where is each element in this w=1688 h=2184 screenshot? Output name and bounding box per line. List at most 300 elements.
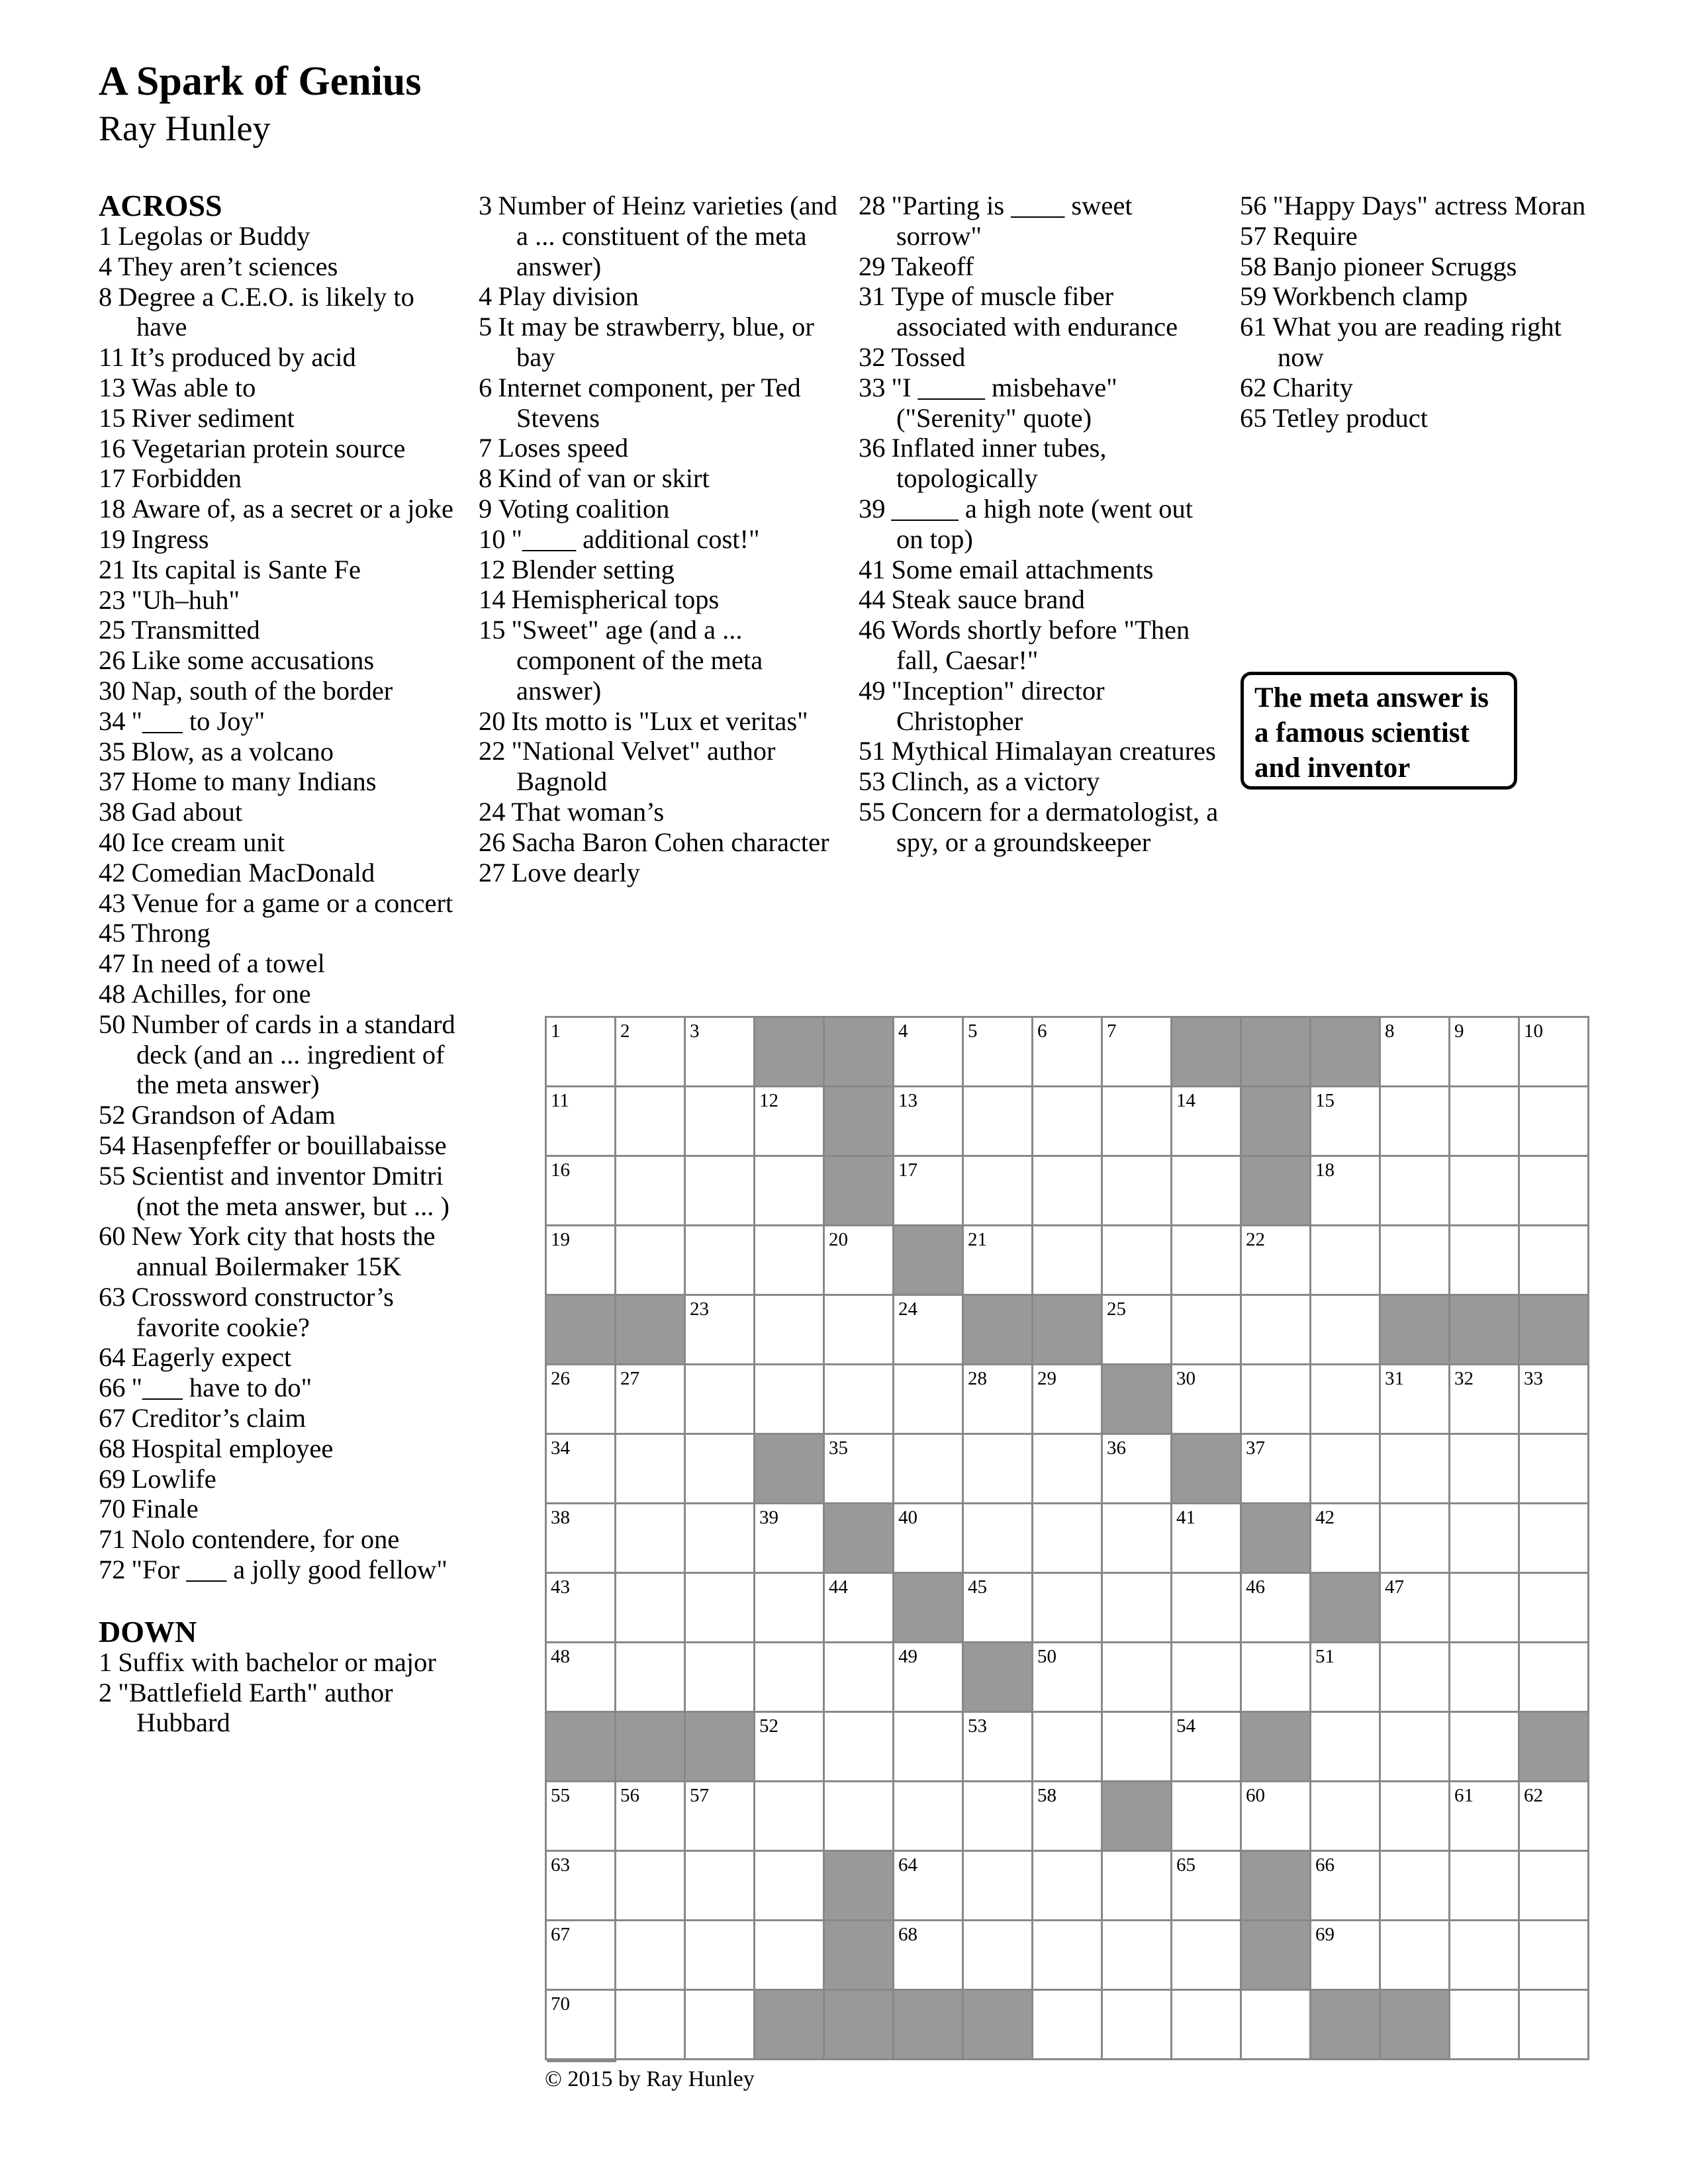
grid-cell[interactable] <box>1450 1921 1520 1991</box>
grid-cell[interactable] <box>1103 1643 1172 1713</box>
cell-number: 10 <box>1524 1021 1543 1042</box>
grid-cell[interactable] <box>1450 1643 1520 1713</box>
grid-cell[interactable] <box>755 1157 825 1226</box>
down-clue <box>1240 251 1611 282</box>
grid-cell[interactable] <box>964 1504 1033 1574</box>
down-clue <box>479 433 843 463</box>
grid-cell[interactable] <box>1520 1504 1589 1574</box>
across-clue-text: Grandson of Adam <box>131 1100 336 1130</box>
across-clue <box>99 1494 456 1524</box>
cell-number: 22 <box>1246 1229 1265 1250</box>
down-clue <box>859 251 1219 282</box>
grid-cell[interactable] <box>1033 1226 1103 1296</box>
grid-block <box>755 1435 825 1504</box>
across-clue-text: Vegetarian protein source <box>131 433 406 463</box>
grid-cell[interactable] <box>755 1921 825 1991</box>
grid-cell[interactable] <box>616 1226 686 1296</box>
grid-cell[interactable] <box>1172 1296 1242 1365</box>
cell-number: 68 <box>898 1924 917 1945</box>
down-clue-text: Banjo pioneer Scruggs <box>1272 251 1517 281</box>
across-clue-number: 45 <box>99 918 126 948</box>
grid-cell[interactable] <box>964 1365 1033 1435</box>
grid-cell[interactable] <box>1520 1643 1589 1713</box>
grid-block <box>825 1504 894 1574</box>
grid-cell[interactable] <box>547 2060 616 2062</box>
grid-cell[interactable] <box>1242 1365 1311 1435</box>
grid-cell[interactable] <box>894 1157 964 1226</box>
grid-cell[interactable] <box>686 1643 755 1713</box>
grid-cell[interactable] <box>1172 1365 1242 1435</box>
grid-cell[interactable] <box>964 1574 1033 1643</box>
grid-cell[interactable] <box>1103 1226 1172 1296</box>
grid-cell[interactable] <box>616 1921 686 1991</box>
across-clue <box>99 251 456 282</box>
grid-cell[interactable] <box>1311 1782 1381 1852</box>
grid-cell[interactable] <box>1311 1226 1381 1296</box>
across-clue <box>99 615 456 645</box>
grid-cell[interactable] <box>1242 1435 1311 1504</box>
grid-cell[interactable] <box>894 1643 964 1713</box>
grid-cell[interactable] <box>1311 1713 1381 1782</box>
grid-cell[interactable] <box>1172 1991 1242 2060</box>
grid-cell[interactable] <box>1172 1921 1242 1991</box>
cell-number: 50 <box>1037 1646 1056 1667</box>
down-clue-text: Charity <box>1272 372 1353 402</box>
cell-number: 16 <box>551 1160 570 1181</box>
across-clue <box>99 403 456 433</box>
across-clue <box>99 918 456 948</box>
grid-block <box>964 1643 1033 1713</box>
grid-cell[interactable] <box>894 1504 964 1574</box>
grid-cell[interactable] <box>616 1574 686 1643</box>
down-clue <box>99 1678 456 1739</box>
across-clue-text: Legolas or Buddy <box>118 221 310 251</box>
grid-cell[interactable] <box>616 1852 686 1921</box>
grid-cell[interactable] <box>1450 1782 1520 1852</box>
grid-cell[interactable] <box>1520 1574 1589 1643</box>
cell-number: 36 <box>1107 1437 1126 1459</box>
grid-cell[interactable] <box>755 1643 825 1713</box>
across-clue-number: 60 <box>99 1221 126 1251</box>
down-clue <box>859 373 1219 433</box>
down-clue-number: 8 <box>479 463 492 494</box>
grid-cell[interactable] <box>825 1226 894 1296</box>
grid-cell[interactable] <box>686 1574 755 1643</box>
grid-cell[interactable] <box>1520 1921 1589 1991</box>
grid-cell[interactable] <box>616 1365 686 1435</box>
grid-block <box>547 1296 616 1365</box>
across-clue <box>99 979 456 1009</box>
across-clue <box>99 1464 456 1494</box>
grid-cell[interactable] <box>1103 1991 1172 2060</box>
grid-cell[interactable] <box>547 1921 616 1991</box>
grid-block <box>616 1296 686 1365</box>
grid-cell[interactable] <box>1172 1782 1242 1852</box>
across-clue-number: 67 <box>99 1403 126 1433</box>
cell-number: 19 <box>551 1229 570 1250</box>
grid-cell[interactable] <box>1103 1296 1172 1365</box>
grid-cell[interactable] <box>825 1574 894 1643</box>
across-clue-number: 16 <box>99 433 126 463</box>
grid-cell[interactable] <box>1520 1018 1589 1087</box>
grid-cell[interactable] <box>1033 1157 1103 1226</box>
grid-cell[interactable] <box>1103 1574 1172 1643</box>
grid-cell[interactable] <box>547 1574 616 1643</box>
grid-cell[interactable] <box>1033 1018 1103 1087</box>
grid-cell[interactable] <box>1033 1643 1103 1713</box>
cell-number: 58 <box>1037 1785 1056 1806</box>
down-clue-number: 39 <box>859 493 886 523</box>
down-clue-number: 20 <box>479 705 506 736</box>
across-clue-text: Ice cream unit <box>131 827 285 857</box>
across-clue-text: Was able to <box>131 372 256 402</box>
grid-cell[interactable] <box>547 1157 616 1226</box>
grid-cell[interactable] <box>616 1991 686 2060</box>
down-clue-number: 51 <box>859 736 886 766</box>
down-clue-number: 10 <box>479 523 506 554</box>
down-clue <box>479 524 843 555</box>
grid-cell[interactable] <box>1450 1574 1520 1643</box>
grid-cell[interactable] <box>686 1782 755 1852</box>
across-clue-number: 35 <box>99 736 126 766</box>
grid-cell[interactable] <box>755 1713 825 1782</box>
across-clue-number: 71 <box>99 1524 126 1555</box>
grid-cell[interactable] <box>894 1087 964 1157</box>
grid-cell[interactable] <box>1242 1296 1311 1365</box>
across-clue-text: Throng <box>131 918 211 948</box>
grid-cell[interactable] <box>894 1296 964 1365</box>
down-clue-text: Voting coalition <box>498 493 670 523</box>
grid-cell[interactable] <box>894 1921 964 1991</box>
grid-cell[interactable] <box>1381 1504 1450 1574</box>
cell-number: 28 <box>968 1368 987 1389</box>
grid-cell[interactable] <box>894 1713 964 1782</box>
grid-cell[interactable] <box>1520 1782 1589 1852</box>
grid-cell[interactable] <box>547 1435 616 1504</box>
across-clue-text: Hospital employee <box>131 1433 334 1463</box>
grid-cell[interactable] <box>1311 1504 1381 1574</box>
down-clue-number: 5 <box>479 312 492 342</box>
grid-cell[interactable] <box>964 1435 1033 1504</box>
grid-cell[interactable] <box>1103 1921 1172 1991</box>
grid-cell[interactable] <box>1520 1852 1589 1921</box>
grid-cell[interactable] <box>1520 1087 1589 1157</box>
across-clue-text: Lowlife <box>131 1463 216 1494</box>
grid-cell[interactable] <box>1033 1435 1103 1504</box>
grid-cell[interactable] <box>686 1991 755 2060</box>
grid-cell[interactable] <box>686 1921 755 1991</box>
down-clue <box>479 555 843 585</box>
across-clue-text: Achilles, for one <box>131 978 311 1009</box>
grid-cell[interactable] <box>686 1435 755 1504</box>
grid-cell[interactable] <box>1450 1852 1520 1921</box>
grid-cell[interactable] <box>964 1018 1033 1087</box>
grid-cell[interactable] <box>1381 1157 1450 1226</box>
down-clue-number: 36 <box>859 433 886 463</box>
grid-cell[interactable] <box>1103 1435 1172 1504</box>
grid-cell[interactable] <box>964 1782 1033 1852</box>
across-clue <box>99 1342 456 1373</box>
grid-cell[interactable] <box>964 1921 1033 1991</box>
grid-cell[interactable] <box>1033 1991 1103 2060</box>
grid-cell[interactable] <box>1103 1504 1172 1574</box>
grid-cell[interactable] <box>755 1852 825 1921</box>
grid-cell[interactable] <box>1033 1921 1103 1991</box>
grid-cell[interactable] <box>547 1087 616 1157</box>
cell-number: 11 <box>551 1090 569 1111</box>
grid-block <box>1033 1296 1103 1365</box>
grid-cell[interactable] <box>547 1226 616 1296</box>
grid-cell[interactable] <box>1450 1435 1520 1504</box>
down-clue-number: 59 <box>1240 281 1267 312</box>
grid-cell[interactable] <box>964 1226 1033 1296</box>
grid-cell[interactable] <box>1450 1713 1520 1782</box>
grid-cell[interactable] <box>547 1782 616 1852</box>
grid-cell[interactable] <box>686 1365 755 1435</box>
grid-cell[interactable] <box>1103 1087 1172 1157</box>
grid-cell[interactable] <box>1381 1435 1450 1504</box>
grid-cell[interactable] <box>616 1504 686 1574</box>
grid-cell[interactable] <box>1103 1157 1172 1226</box>
across-clue-number: 15 <box>99 402 126 433</box>
grid-cell[interactable] <box>964 1713 1033 1782</box>
grid-cell[interactable] <box>616 1435 686 1504</box>
grid-cell[interactable] <box>1381 1643 1450 1713</box>
grid-cell[interactable] <box>1520 1435 1589 1504</box>
grid-cell[interactable] <box>1520 1226 1589 1296</box>
grid-cell[interactable] <box>1033 1713 1103 1782</box>
grid-cell[interactable] <box>686 1852 755 1921</box>
cell-number: 49 <box>898 1646 917 1667</box>
grid-cell[interactable] <box>1311 1435 1381 1504</box>
grid-cell[interactable] <box>1381 1852 1450 1921</box>
across-clue <box>99 342 456 373</box>
grid-cell[interactable] <box>1311 1365 1381 1435</box>
cell-number: 21 <box>968 1229 987 1250</box>
down-clue <box>859 494 1219 555</box>
cell-number: 55 <box>551 1785 570 1806</box>
grid-cell[interactable] <box>686 1226 755 1296</box>
grid-cell[interactable] <box>1242 1643 1311 1713</box>
grid-cell[interactable] <box>1311 1643 1381 1713</box>
grid-cell[interactable] <box>894 1018 964 1087</box>
grid-cell[interactable] <box>1172 1643 1242 1713</box>
grid-cell[interactable] <box>1172 1157 1242 1226</box>
cell-number: 54 <box>1176 1715 1196 1737</box>
grid-cell[interactable] <box>616 1018 686 1087</box>
grid-cell[interactable] <box>1450 1157 1520 1226</box>
grid-cell[interactable] <box>1033 1852 1103 1921</box>
grid-cell[interactable] <box>547 1018 616 1087</box>
grid-cell[interactable] <box>1520 1157 1589 1226</box>
grid-cell[interactable] <box>1381 1574 1450 1643</box>
across-clue <box>99 1161 456 1222</box>
cell-number: 48 <box>551 1646 570 1667</box>
grid-cell[interactable] <box>1450 1991 1520 2060</box>
grid-cell[interactable] <box>1172 1574 1242 1643</box>
grid-cell[interactable] <box>825 1782 894 1852</box>
grid-cell[interactable] <box>1103 1018 1172 1087</box>
grid-cell[interactable] <box>894 1435 964 1504</box>
grid-cell[interactable] <box>1033 1782 1103 1852</box>
grid-block <box>1242 1852 1311 1921</box>
cell-number: 47 <box>1385 1576 1404 1598</box>
grid-cell[interactable] <box>755 1087 825 1157</box>
grid-cell[interactable] <box>1172 1087 1242 1157</box>
grid-cell[interactable] <box>1311 1852 1381 1921</box>
down-clue-text: Clinch, as a victory <box>891 766 1100 797</box>
across-clue-number: 66 <box>99 1373 126 1403</box>
cell-number: 39 <box>759 1507 778 1528</box>
cell-number: 15 <box>1315 1090 1335 1111</box>
grid-cell[interactable] <box>755 1504 825 1574</box>
grid-cell[interactable] <box>825 1713 894 1782</box>
grid-cell[interactable] <box>547 1365 616 1435</box>
across-clue <box>99 737 456 767</box>
grid-cell[interactable] <box>894 1852 964 1921</box>
grid-cell[interactable] <box>686 1087 755 1157</box>
cell-number: 51 <box>1315 1646 1335 1667</box>
grid-cell[interactable] <box>894 1782 964 1852</box>
cell-number: 3 <box>690 1021 700 1042</box>
across-clue <box>99 1100 456 1130</box>
across-clue <box>99 221 456 251</box>
cell-number: 61 <box>1454 1785 1474 1806</box>
grid-cell[interactable] <box>1172 1713 1242 1782</box>
grid-cell[interactable] <box>755 1296 825 1365</box>
grid-cell[interactable] <box>964 1157 1033 1226</box>
grid-cell[interactable] <box>755 1226 825 1296</box>
grid-cell[interactable] <box>825 1365 894 1435</box>
grid-cell[interactable] <box>547 1852 616 1921</box>
cell-number: 60 <box>1246 1785 1265 1806</box>
cell-number: 26 <box>551 1368 570 1389</box>
grid-cell[interactable] <box>686 1296 755 1365</box>
grid-cell[interactable] <box>616 1087 686 1157</box>
grid-cell[interactable] <box>1450 1504 1520 1574</box>
grid-cell[interactable] <box>964 1852 1033 1921</box>
grid-cell[interactable] <box>1450 1018 1520 1087</box>
grid-block <box>1311 1018 1381 1087</box>
grid-block <box>1520 1296 1589 1365</box>
grid-block <box>755 1018 825 1087</box>
grid-cell[interactable] <box>1033 1574 1103 1643</box>
cell-number: 5 <box>968 1021 978 1042</box>
grid-cell[interactable] <box>1450 1226 1520 1296</box>
grid-cell[interactable] <box>1103 1713 1172 1782</box>
across-clue-text: Hasenpfeffer or bouillabaisse <box>131 1130 447 1160</box>
cell-number: 70 <box>551 1993 570 2015</box>
puzzle-author: Ray Hunley <box>99 109 271 148</box>
grid-cell[interactable] <box>1311 1157 1381 1226</box>
down-clue-text: Play division <box>498 281 639 312</box>
grid-cell[interactable] <box>1172 1226 1242 1296</box>
grid-cell[interactable] <box>1450 1087 1520 1157</box>
grid-cell[interactable] <box>825 1643 894 1713</box>
down-clue <box>1240 312 1611 373</box>
across-clue-text: Degree a C.E.O. is likely to have <box>118 281 414 342</box>
grid-cell[interactable] <box>1381 1713 1450 1782</box>
down-clue <box>479 858 843 888</box>
grid-cell[interactable] <box>1381 1782 1450 1852</box>
cell-number: 64 <box>898 1854 917 1876</box>
grid-cell[interactable] <box>616 1157 686 1226</box>
cell-number: 9 <box>1454 1021 1464 1042</box>
grid-cell[interactable] <box>686 1018 755 1087</box>
grid-cell[interactable] <box>1311 1087 1381 1157</box>
grid-cell[interactable] <box>1242 1782 1311 1852</box>
down-clue-text: _____ a high note (went out on top) <box>891 493 1194 554</box>
grid-cell[interactable] <box>1033 1365 1103 1435</box>
grid-cell[interactable] <box>1242 1226 1311 1296</box>
grid-cell[interactable] <box>1311 1921 1381 1991</box>
across-clue <box>99 1282 456 1343</box>
grid-cell[interactable] <box>1242 1574 1311 1643</box>
grid-cell[interactable] <box>825 1435 894 1504</box>
grid-cell[interactable] <box>894 1365 964 1435</box>
across-clue-number: 69 <box>99 1463 126 1494</box>
grid-cell[interactable] <box>616 1782 686 1852</box>
across-clue-number: 11 <box>99 342 124 373</box>
grid-block <box>1242 1087 1311 1157</box>
grid-cell[interactable] <box>1381 1018 1450 1087</box>
cell-number: 52 <box>759 1715 778 1737</box>
grid-cell[interactable] <box>755 1365 825 1435</box>
cell-number: 8 <box>1385 1021 1395 1042</box>
grid-cell[interactable] <box>547 1504 616 1574</box>
grid-cell[interactable] <box>964 1087 1033 1157</box>
down-clue-number: 33 <box>859 372 886 402</box>
grid-cell[interactable] <box>1450 1365 1520 1435</box>
grid-cell[interactable] <box>755 1574 825 1643</box>
down-clue-text: Internet component, per Ted Stevens <box>498 372 801 433</box>
grid-cell[interactable] <box>1381 1921 1450 1991</box>
cell-number: 57 <box>690 1785 709 1806</box>
grid-cell[interactable] <box>1103 1852 1172 1921</box>
across-clue-text: They aren’t sciences <box>118 251 338 281</box>
across-clue-text: Ingress <box>131 523 209 554</box>
cell-number: 44 <box>829 1576 848 1598</box>
grid-cell[interactable] <box>547 1991 616 2060</box>
across-clue <box>99 463 456 494</box>
grid-cell[interactable] <box>1381 1365 1450 1435</box>
across-clue <box>99 797 456 827</box>
across-clue-text: New York city that hosts the annual Boilermaker 15K <box>131 1221 436 1282</box>
across-clue-number: 25 <box>99 615 126 645</box>
grid-cell[interactable] <box>1172 1504 1242 1574</box>
across-clue-number: 19 <box>99 523 126 554</box>
across-clue-number: 30 <box>99 675 126 705</box>
grid-cell[interactable] <box>1381 1226 1450 1296</box>
across-clue-number: 1 <box>99 221 113 251</box>
grid-cell[interactable] <box>686 1157 755 1226</box>
grid-cell[interactable] <box>825 1296 894 1365</box>
grid-cell[interactable] <box>547 1643 616 1713</box>
grid-cell[interactable] <box>686 1504 755 1574</box>
cell-number: 45 <box>968 1576 987 1598</box>
grid-cell[interactable] <box>755 1782 825 1852</box>
grid-cell[interactable] <box>1033 1504 1103 1574</box>
grid-cell[interactable] <box>1311 1296 1381 1365</box>
grid-cell[interactable] <box>1381 1087 1450 1157</box>
grid-cell[interactable] <box>1520 1991 1589 2060</box>
grid-cell[interactable] <box>1033 1087 1103 1157</box>
across-clue-number: 40 <box>99 827 126 857</box>
grid-cell[interactable] <box>1172 1852 1242 1921</box>
grid-cell[interactable] <box>1520 1365 1589 1435</box>
grid-cell[interactable] <box>1242 1991 1311 2060</box>
grid-cell[interactable] <box>616 1643 686 1713</box>
